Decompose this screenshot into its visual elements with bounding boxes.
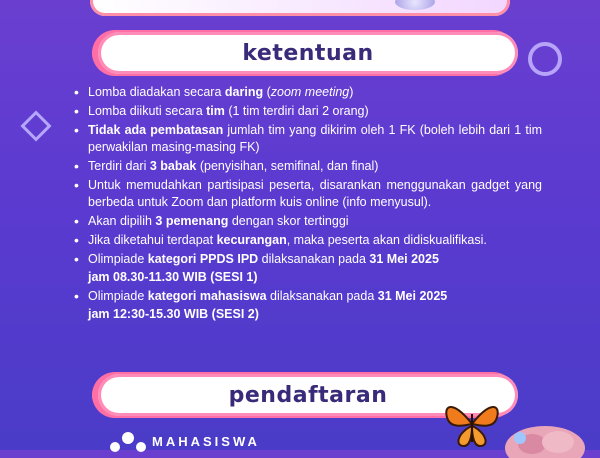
rules-list [72, 84, 542, 325]
rule-text: Jika diketahui terdapat [88, 233, 217, 247]
rule-text: jumlah tim yang dikirim oleh 1 FK (boleh lebih dari 1 tim perwakilan masing-masing FK) [88, 123, 543, 154]
rule-text: 31 Mei 2025 [377, 289, 448, 303]
rule-text: Akan dipilih [88, 214, 156, 228]
top-banner [90, 0, 510, 16]
ketentuan-header [98, 32, 518, 74]
rule-text: dilaksanakan pada [266, 289, 378, 303]
diamond-decoration [20, 110, 51, 141]
rule-text: zoom meeting [270, 85, 350, 99]
rule-item [72, 251, 542, 286]
rule-text: Lomba diadakan secara [88, 85, 225, 99]
rule-text: 3 babak [149, 159, 197, 173]
rule-text: 3 pemenang [155, 214, 229, 228]
rule-item [72, 103, 542, 120]
schedule-text: jam 08.30-11.30 WIB (SESI 1) [88, 270, 258, 284]
rule-text: Untuk memudahkan partisipasi peserta, disarankan menggunakan gadget yang berbeda untuk Zoom dan platform kuis online (info menyusul). [88, 178, 542, 209]
butterfly-icon [442, 396, 502, 450]
mahasiswa-label: MAHASISWA [152, 434, 260, 449]
rule-item [72, 288, 542, 323]
rule-text: Olimpiade [88, 252, 148, 266]
rule-text: dengan skor tertinggi [228, 214, 349, 228]
rule-item [72, 84, 542, 101]
rule-item [72, 158, 542, 175]
rule-text: daring [224, 85, 264, 99]
rule-text: tim [206, 104, 225, 118]
rule-item [72, 213, 542, 230]
ketentuan-title: ketentuan [242, 40, 374, 66]
rule-item [72, 232, 542, 249]
rule-text: Tidak ada pembatasan [88, 123, 224, 137]
rule-text: kategori PPDS IPD [147, 252, 259, 266]
rule-text: 31 Mei 2025 [369, 252, 439, 266]
rule-text: (1 tim terdiri dari 2 orang) [224, 104, 369, 118]
rule-text: ( [263, 85, 271, 99]
rule-text: Lomba diikuti secara [88, 104, 207, 118]
pendaftaran-title: pendaftaran [228, 382, 388, 408]
brain-illustration [500, 418, 590, 458]
rule-text: Olimpiade [88, 289, 148, 303]
rule-item [72, 177, 542, 211]
rule-text: Terdiri dari [88, 159, 150, 173]
rule-item [72, 122, 542, 156]
schedule-text: jam 12:30-15.30 WIB (SESI 2) [88, 307, 259, 321]
rule-text: dilaksanakan pada [258, 252, 370, 266]
rule-text: (penyisihan, semifinal, dan final) [196, 159, 379, 173]
rule-text: ) [349, 85, 354, 99]
ring-decoration [528, 42, 562, 76]
rule-text: , maka peserta akan didiskualifikasi. [286, 233, 487, 247]
rule-text: kategori mahasiswa [147, 289, 267, 303]
rule-text: kecurangan [216, 233, 287, 247]
